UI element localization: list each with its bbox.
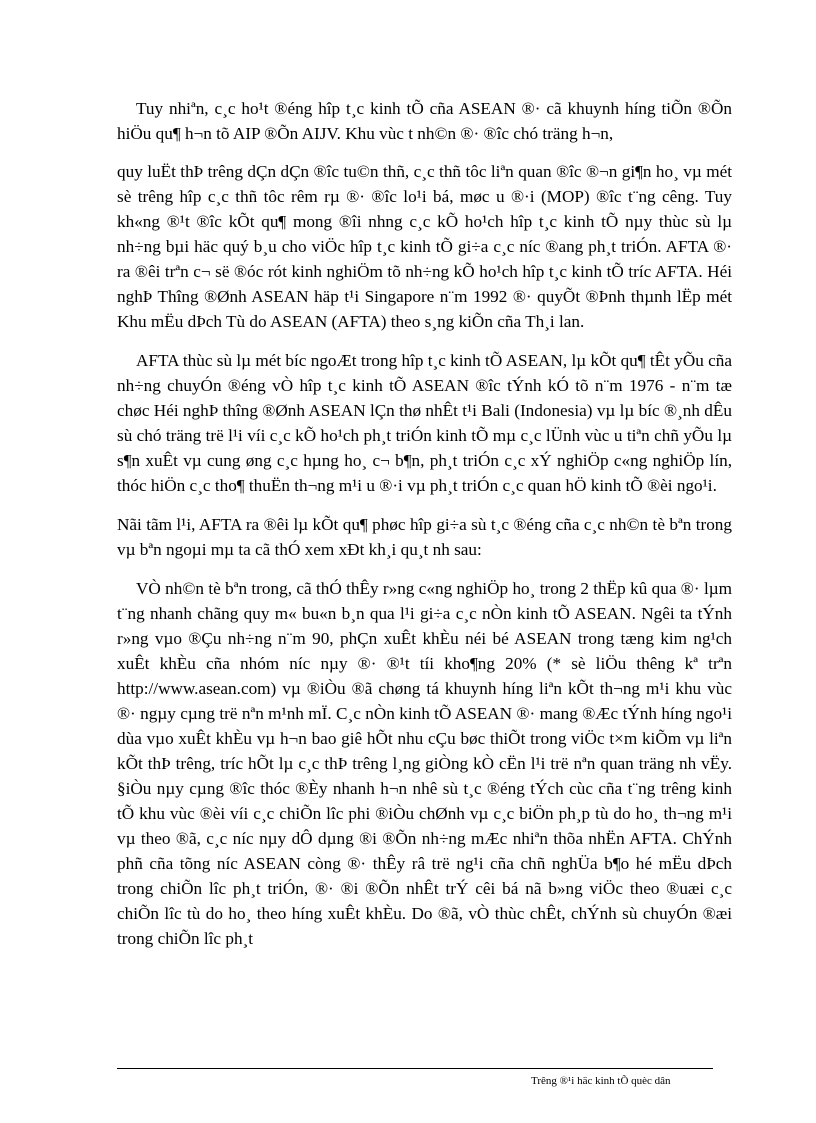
body-text xyxy=(117,96,732,951)
paragraph-5: VÒ nh©n tè bªn trong, cã thÓ thÊy r»ng c«ng nghiÖp ho¸ trong 2 thËp kû qua ®· lµm t¨ng nhanh chãng quy m« bu«n b¸n qua l¹i gi÷a c¸c nÒn kinh tÕ ASEAN. Ngêi ta tÝnh r»ng vµo ®Çu nh÷ng n¨m 90, phÇn xuÊt khÈu néi bé ASEAN trong tæng kim ng¹ch xuÊt khÈu cña nhóm níc nµy ®· ®¹t tíi kho¶ng 20% (* sè liÖu thêng kª trªn http://www.asean.com) vµ ®iÒu ®ã chøng tá khuynh híng liªn kÕt th¬ng m¹i khu vùc ®· ngµy cµng trë nªn m¹nh mÏ. C¸c nÒn kinh tÕ ASEAN ®· mang ®Æc tÝnh híng ngo¹i dùa vµo xuÊt khÈu vµ h¬n bao giê hÕt nhu cÇu bøc thiÕt trong viÖc t×m kiÕm vµ liªn kÕt thÞ trêng, tríc hÕt lµ c¸c thÞ trêng l¸ng giÒng kÒ cËn l¹i trë nªn quan träng nh vËy. §iÒu nµy cµng ®îc thóc ®Èy nhanh h¬n nhê sù t¸c ®éng tÝch cùc cña t¨ng trêng kinh tÕ khu vùc ®èi víi c¸c chiÕn lîc phi ®iÒu chØnh vµ c¸c biÖn ph¸p tù do ho¸ th¬ng m¹i vµ theo ®ã, c¸c níc nµy dÔ dµng ®i ®Õn nh÷ng mÆc nhiªn thõa nhËn AFTA. ChÝnh phñ cña tõng níc ASEAN còng ®· thÊy râ trë ng¹i cña chñ nghÜa b¶o hé mËu dÞch trong chiÕn lîc ph¸t triÓn, ®· ®i ®Õn nhÊt trÝ cêi bá nã b»ng viÖc theo ®uæi c¸c chiÕn lîc tù do ho¸ theo híng xuÊt khÈu. Do ®ã, vÒ thùc chÊt, chÝnh sù chuyÓn ®æi trong chiÕn lîc ph¸t xyxy=(117,579,732,948)
paragraph-gap xyxy=(117,334,732,348)
paragraph-1: Tuy nhiªn, c¸c ho¹t ®éng hîp t¸c kinh tÕ cña ASEAN ®· cã khuynh híng tiÕn ®Õn hiÖu qu¶ h¬n tõ AIP ®Õn AIJV. Khu vùc t nh©n ®· ®îc chó träng h¬n, xyxy=(117,99,732,143)
paragraph-gap xyxy=(117,498,732,512)
paragraph-gap xyxy=(117,146,732,159)
paragraph-gap xyxy=(117,562,732,576)
paragraph-3: AFTA thùc sù lµ mét bíc ngoÆt trong hîp t¸c kinh tÕ ASEAN, lµ kÕt qu¶ tÊt yÕu cña nh÷ng chuyÓn ®éng vÒ hîp t¸c kinh tÕ ASEAN ®îc tÝnh kÓ tõ n¨m 1976 - n¨m tæ chøc Héi nghÞ thîng ®Ønh ASEAN lÇn thø nhÊt t¹i Bali (Indonesia) vµ lµ bíc ®¸nh dÊu sù chó träng trë l¹i víi c¸c kÕ ho¹ch ph¸t triÓn kinh tÕ mµ c¸c lÜnh vùc u tiªn chñ yÕu lµ s¶n xuÊt vµ cung øng c¸c hµng ho¸ c¬ b¶n, ph¸t triÓn c¸c xÝ nghiÖp c«ng nghiÖp lín, thóc hiÖn c¸c tho¶ thuËn th¬ng m¹i u ®·i vµ ph¸t triÓn c¸c quan hÖ kinh tÕ ®èi ngo¹i. xyxy=(117,351,732,495)
paragraph-4: Nãi tãm l¹i, AFTA ra ®êi lµ kÕt qu¶ phøc hîp gi÷a sù t¸c ®éng cña c¸c nh©n tè bªn trong vµ bªn ngoµi mµ ta cã thÓ xem xÐt kh¸i qu¸t nh sau: xyxy=(117,515,732,559)
footer-divider xyxy=(117,1068,713,1069)
footer-text: Trêng ®¹i häc kinh tÕ quèc dân xyxy=(531,1075,671,1087)
paragraph-2: quy luËt thÞ trêng dÇn dÇn ®îc tu©n thñ, c¸c thñ tôc liªn quan ®îc ®¬n gi¶n ho¸ vµ mét sè trêng hîp c¸c thñ tôc rêm rµ ®· ®îc lo¹i bá, møc u ®·i (MOP) ®îc t¨ng cêng. Tuy kh«ng ®¹t ®îc kÕt qu¶ mong ®îi nhng c¸c kÕ ho¹ch hîp t¸c kinh tÕ nµy thùc sù lµ nh÷ng bµi häc quý b¸u cho viÖc hîp t¸c kinh tÕ gi÷a c¸c níc ®ang ph¸t triÓn. AFTA ®· ra ®êi trªn c¬ së ®óc rót kinh nghiÖm tõ nh÷ng kÕ ho¹ch hîp t¸c kinh tÕ tríc AFTA. Héi nghÞ Thîng ®Ønh ASEAN häp t¹i Singapore n¨m 1992 ®· quyÕt ®Þnh thµnh lËp mét Khu mËu dÞch Tù do ASEAN (AFTA) theo s¸ng kiÕn cña Th¸i lan. xyxy=(117,162,732,331)
